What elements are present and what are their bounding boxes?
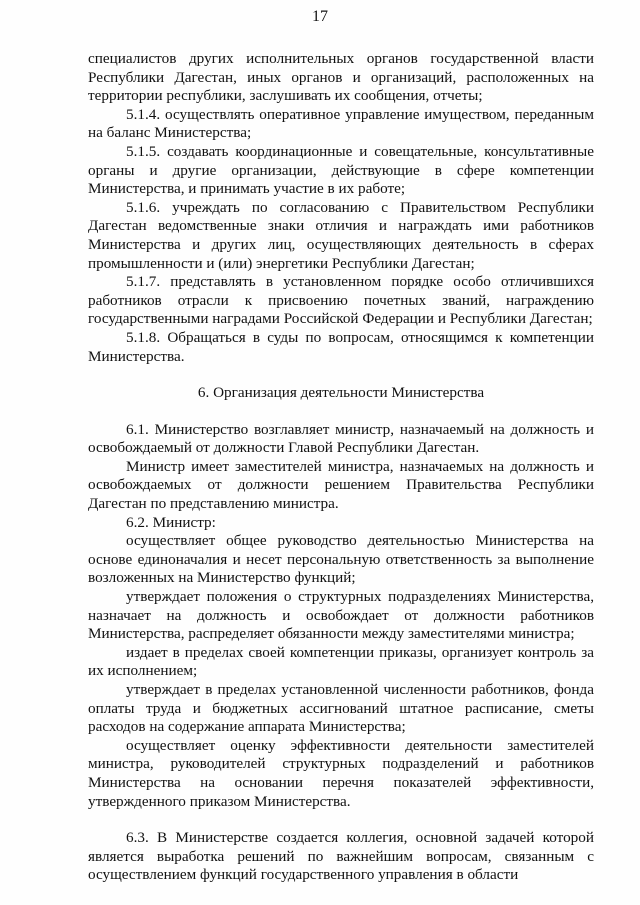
clause-6-2: 6.2. Министр: — [126, 513, 216, 531]
clause-6-3: 6.3. В Министерстве создается коллегия, основной задачей которой является выработка решений по важнейшим вопросам, связанным с осуществлением функций государственного управления в области — [88, 829, 594, 884]
clause-5-1-6: 5.1.6. учреждать по согласованию с Правительством Республики Дагестан ведомственные знаки отличия и награждать ими работников Министерства и других лиц, осуществляющих деятельность в сферах промышленности и (или) энергетики Республики Дагестан; — [88, 198, 594, 272]
minister-duty-general-management: осуществляет общее руководство деятельностью Министерства на основе единоначалия и несет персональную ответственность за выполнение возложенных на Министерство функций; — [88, 532, 594, 587]
document-body — [88, 50, 594, 885]
clause-6-1: 6.1. Министерство возглавляет министр, назначаемый на должность и освобождаемый от должности Главой Республики Дагестан. — [88, 420, 594, 457]
clause-5-1-8: 5.1.8. Обращаться в суды по вопросам, относящимся к компетенции Министерства. — [88, 328, 594, 365]
minister-duty-structure: утверждает положения о структурных подразделениях Министерства, назначает на должность и освобождает от должности работников Министерства, распределяет обязанности между заместителями министра; — [88, 588, 594, 643]
paragraph-deputies: Министр имеет заместителей министра, назначаемых на должность и освобождаемых от должности решением Правительства Республики Дагестан по представлению министра. — [88, 457, 594, 513]
paragraph-continuation: специалистов других исполнительных органов государственной власти Республики Дагестан, иных органов и организаций, расположенных на территории республики, заслушивать их сообщения, отчеты; — [88, 50, 594, 105]
minister-duty-staffing: утверждает в пределах установленной численности работников, фонда оплаты труда и бюджетных ассигнований штатное расписание, сметы расходов на содержание аппарата Министерства; — [88, 681, 594, 736]
minister-duty-orders: издает в пределах своей компетенции приказы, организует контроль за их исполнением; — [88, 643, 594, 680]
clause-5-1-7: 5.1.7. представлять в установленном порядке особо отличившихся работников отрасли к присвоению почетных званий, награждению государственными наградами Российской Федерации и Республики Дагестан; — [88, 273, 594, 328]
minister-duty-evaluation: осуществляет оценку эффективности деятельности заместителей министра, руководителей структурных подразделений и работников Министерства на основании перечня показателей эффективности, утвержденного приказом Министерства. — [88, 736, 594, 810]
clause-5-1-5: 5.1.5. создавать координационные и совещательные, консультативные органы и другие организации, действующие в сфере компетенции Министерства, и принимать участие в их работе; — [88, 142, 594, 198]
clause-5-1-4: 5.1.4. осуществлять оперативное управление имуществом, переданным на баланс Министерства; — [88, 105, 594, 142]
section-heading: 6. Организация деятельности Министерства — [197, 384, 485, 402]
page-number: 17 — [312, 8, 328, 25]
